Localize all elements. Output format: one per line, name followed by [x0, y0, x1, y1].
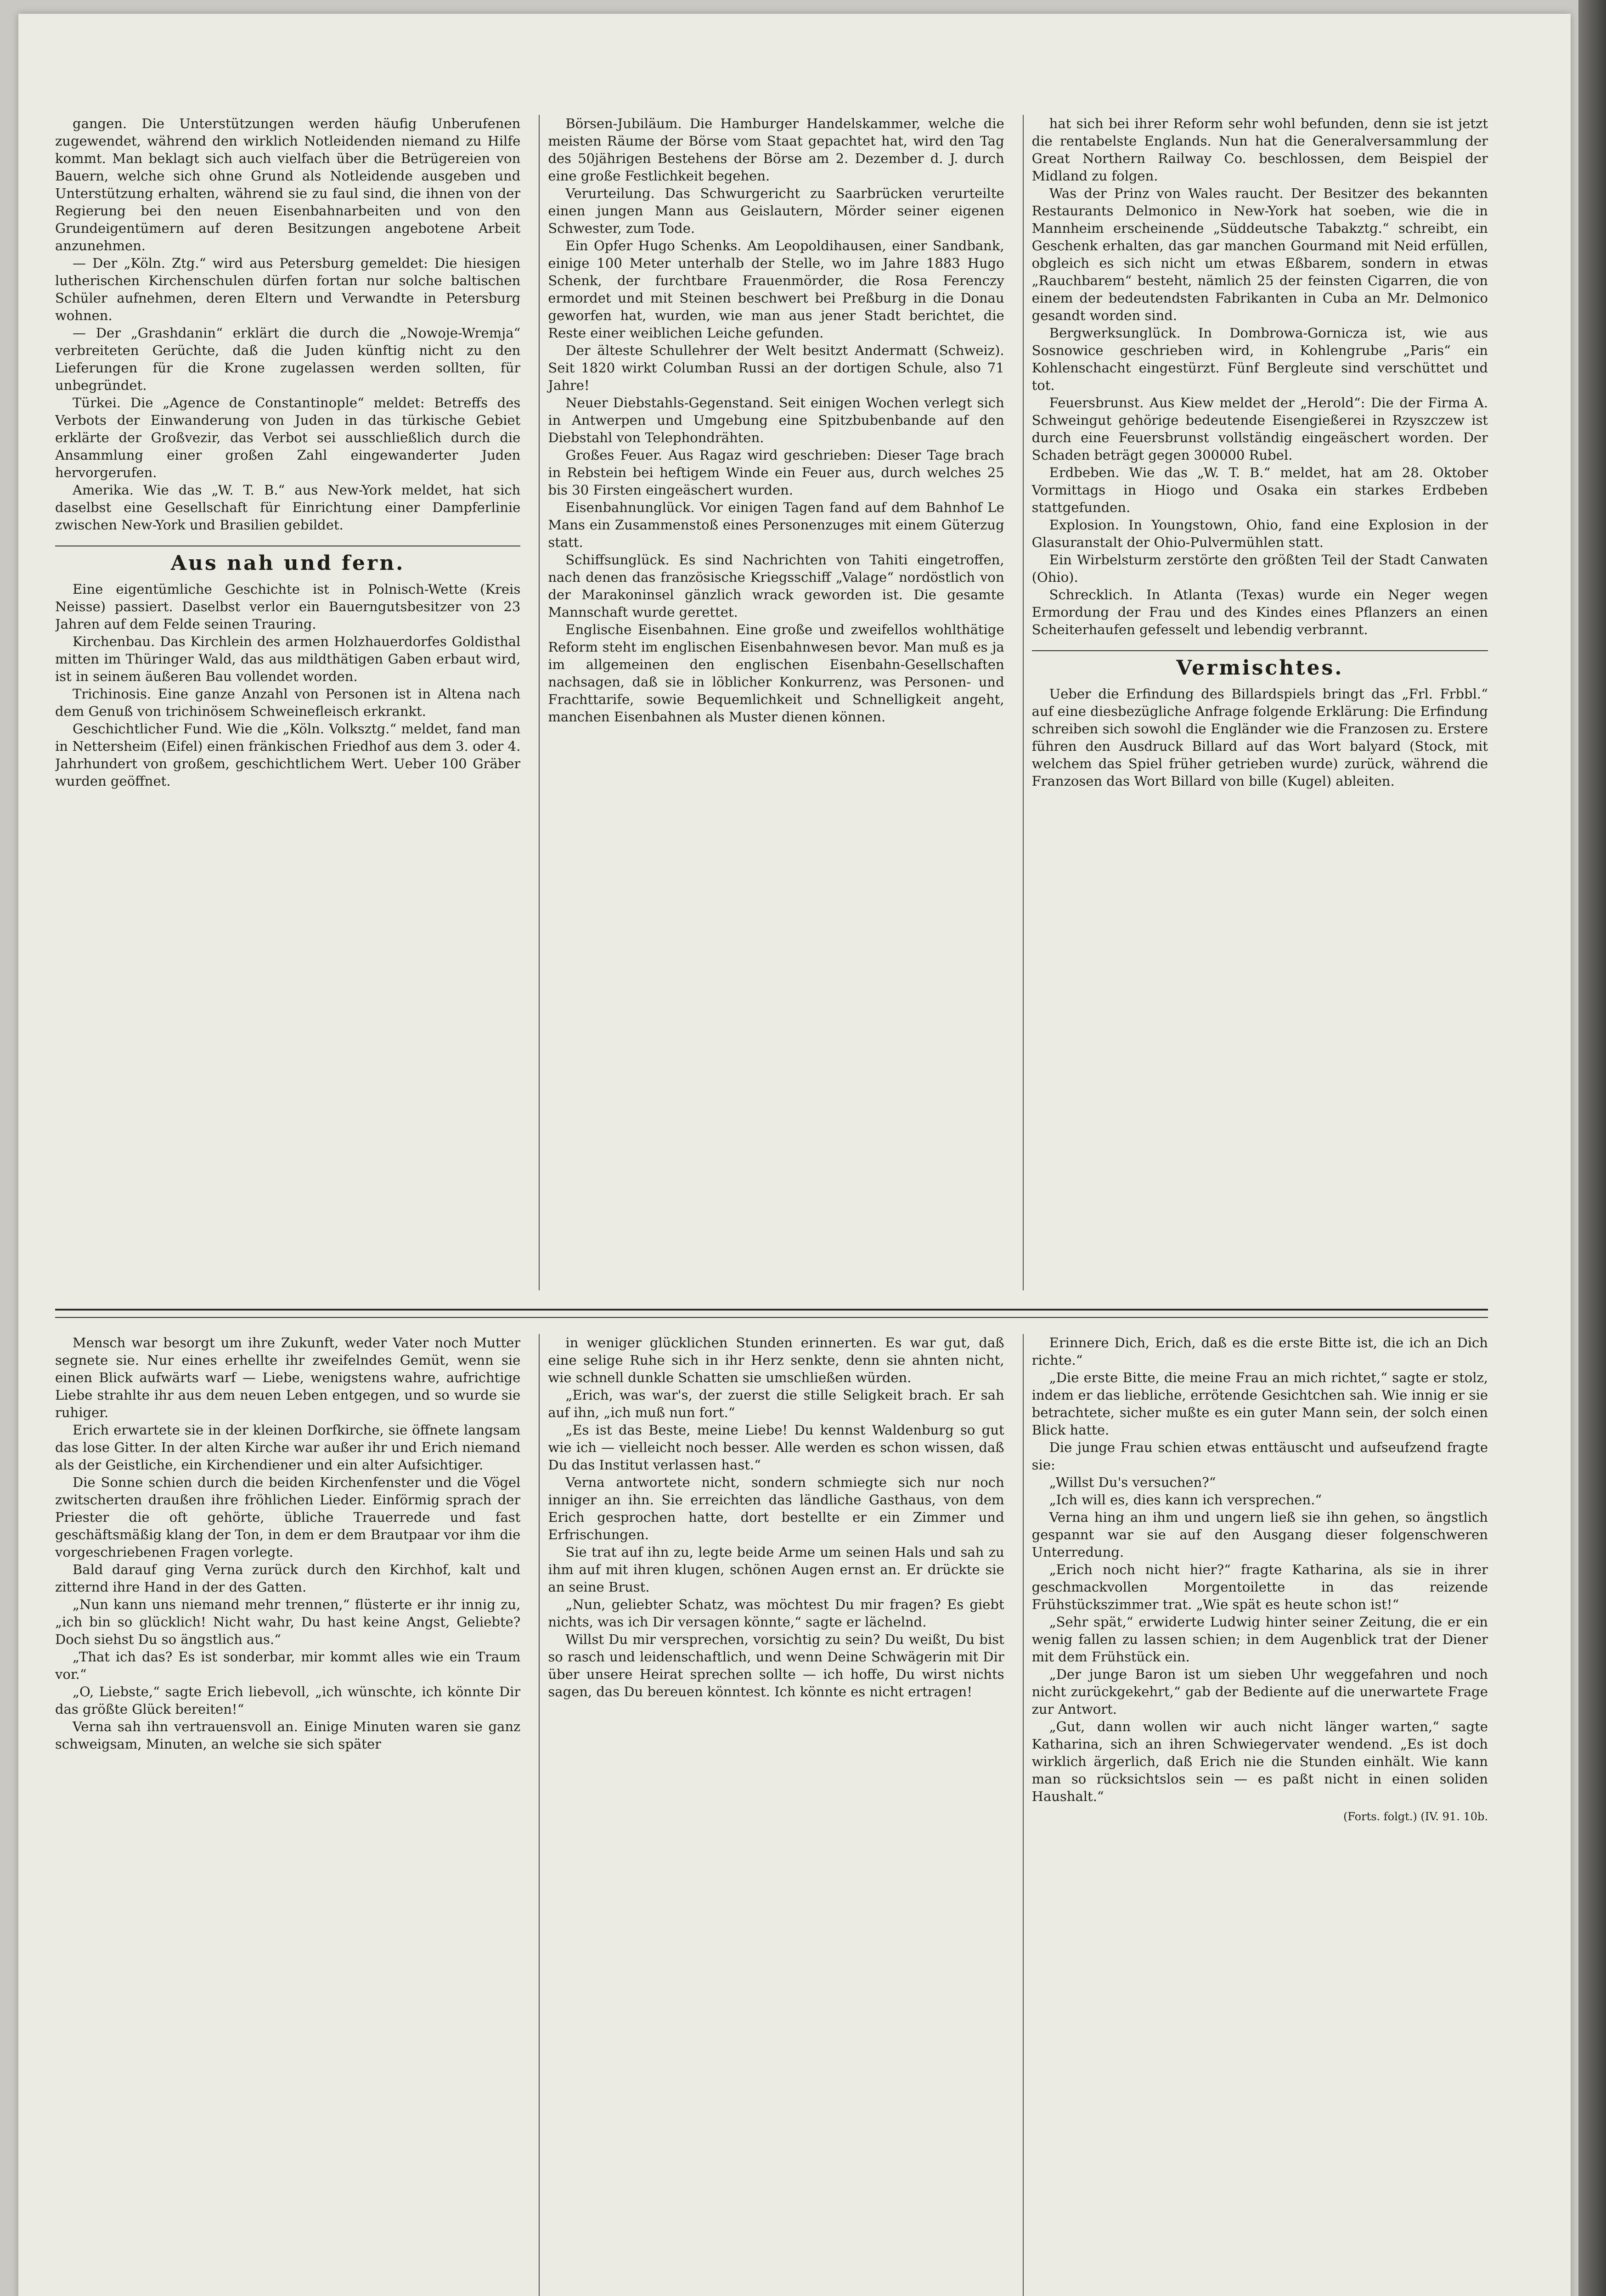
paragraph: „Die erste Bitte, die meine Frau an mich richtet,“ sagte er stolz, indem er das liebliche, errötende Gesichtchen sah. Wie innig er sie betrachtete, sicher mußte es ein guter Mann sein, der solch einen Blick hatte.	[1031, 1370, 1488, 1438]
paragraph: „Sehr spät,“ erwiderte Ludwig hinter seiner Zeitung, die er ein wenig fallen zu lassen schien; in dem Augenblick trat der Diener mit dem Frühstück ein.	[1031, 1614, 1488, 1665]
paragraph: „Nun kann uns niemand mehr trennen,“ flüsterte er ihr innig zu, „ich bin so glücklich! Nicht wahr, Du hast keine Angst, Geliebte? Doch siehst Du so ängstlich aus.“	[55, 1597, 521, 1647]
paragraph: Schiffsunglück. Es sind Nachrichten von Tahiti eingetroffen, nach denen das französische Kriegsschiff „Valage“ nordöstlich von der Marakoninsel gänzlich wrack geworden ist. Die gesamte Mannschaft wurde gerettet.	[548, 552, 1004, 620]
paragraph: Bald darauf ging Verna zurück durch den Kirchhof, kalt und zitternd ihre Hand in der des Gatten.	[55, 1562, 521, 1595]
paragraph: hat sich bei ihrer Reform sehr wohl befunden, denn sie ist jetzt die rentabelste Englands. Nun hat die Generalversammlung der Great Northern Railway Co. beschlossen, dem Beispiel der Midland zu folgen.	[1031, 116, 1488, 184]
paragraph: Englische Eisenbahnen. Eine große und zweifellos wohlthätige Reform steht im englischen Eisenbahnwesen bevor. Man muß es ja im allgemeinen den englischen Eisenbahn-Gesellschaften nachsagen, daß sie in löblicher Konkurrenz, was Personen- und Frachttarife, sowie Bequemlichkeit und Schnelligkeit angeht, manchen Eisenbahnen als Muster dienen können.	[548, 622, 1004, 725]
paragraph: Börsen-Jubiläum. Die Hamburger Handelskammer, welche die meisten Räume der Börse vom Staat gepachtet hat, wird den Tag des 50jährigen Bestehens der Börse am 2. Dezember d. J. durch eine große Festlichkeit begehen.	[548, 116, 1004, 184]
news-column-3	[1023, 115, 1488, 1290]
paragraph: „Ich will es, dies kann ich versprechen.“	[1049, 1492, 1322, 1508]
paragraph: Der älteste Schullehrer der Welt besitzt Andermatt (Schweiz). Seit 1820 wirkt Columban Russi an der dortigen Schule, also 71 Jahre!	[548, 343, 1004, 393]
paragraph: Verna antwortete nicht, sondern schmiegte sich nur noch inniger an ihn. Sie erreichten das ländliche Gasthaus, von dem Erich gesprochen hatte, dort bestellte er ein Zimmer und Erfrischungen.	[548, 1474, 1004, 1542]
paragraph: Trichinosis. Eine ganze Anzahl von Personen ist in Altena nach dem Genuß von trichinösem Schweinefleisch erkrankt.	[55, 686, 521, 719]
paragraph: Erinnere Dich, Erich, daß es die erste Bitte ist, die ich an Dich richte.“	[1031, 1335, 1488, 1368]
paragraph: „That ich das? Es ist sonderbar, mir kommt alles wie ein Traum vor.“	[55, 1649, 521, 1682]
news-column-1	[55, 115, 520, 1290]
continuation-note: (Forts. folgt.) (IV. 91. 10b.	[1343, 1810, 1488, 1823]
book-binding-edge	[1578, 0, 1606, 2296]
paragraph: Eisenbahnunglück. Vor einigen Tagen fand auf dem Bahnhof Le Mans ein Zusammenstoß eines Personenzuges mit einem Güterzug statt.	[548, 500, 1004, 550]
paragraph: Bergwerksunglück. In Dombrowa-Gornicza ist, wie aus Sosnowice geschrieben wird, in Kohlengrube „Paris“ ein Kohlenschacht eingestürzt. Fünf Bergleute sind verschüttet und tot.	[1031, 325, 1488, 393]
paragraph: Schrecklich. In Atlanta (Texas) wurde ein Neger wegen Ermordung der Frau und des Kindes eines Pflanzers an einen Scheiterhaufen gefesselt und lebendig verbrannt.	[1031, 587, 1488, 637]
paragraph: „O, Liebste,“ sagte Erich liebevoll, „ich wünschte, ich könnte Dir das größte Glück bereiten!“	[55, 1684, 521, 1717]
paragraph: „Es ist das Beste, meine Liebe! Du kennst Waldenburg so gut wie ich — vielleicht noch besser. Alle werden es schon wissen, daß Du das Institut verlassen hast.“	[548, 1422, 1004, 1473]
section-heading-vermischtes: Vermischtes.	[1032, 650, 1488, 677]
paragraph: „Erich, was war's, der zuerst die stille Seligkeit brach. Er sah auf ihn, „ich muß nun fort.“	[548, 1387, 1004, 1420]
paragraph: in weniger glücklichen Stunden erinnerten. Es war gut, daß eine selige Ruhe sich in ihr Herz senkte, denn sie ahnten nicht, wie schnell dunkle Schatten sie umschließen würden.	[548, 1335, 1004, 1385]
section-heading-aus-nah-und-fern: Aus nah und fern.	[55, 546, 520, 572]
paragraph: „Erich noch nicht hier?“ fragte Katharina, als sie in ihrer geschmackvollen Morgentoilette in das reizende Frühstückszimmer trat. „Wie spät es heute schon ist!“	[1031, 1562, 1488, 1612]
paragraph: Mensch war besorgt um ihre Zukunft, weder Vater noch Mutter segnete sie. Nur eines erhellte ihr zweifelndes Gemüt, wenn sie einen Blick aufwärts warf — Liebe, wenigstens wahre, aufrichtige Liebe strahlte ihr aus dem neuen Leben entgegen, und so wurde sie ruhiger.	[55, 1335, 521, 1420]
paragraph: Explosion. In Youngstown, Ohio, fand eine Explosion in der Glasuranstalt der Ohio-Pulvermühlen statt.	[1031, 517, 1488, 550]
paragraph: „Nun, geliebter Schatz, was möchtest Du mir fragen? Es giebt nichts, was ich Dir versagen könnte,“ sagte er lächelnd.	[548, 1597, 1004, 1630]
paragraph: Eine eigentümliche Geschichte ist in Polnisch-Wette (Kreis Neisse) passiert. Daselbst verlor ein Bauerngutsbesitzer von 23 Jahren auf dem Felde seinen Trauring.	[55, 581, 521, 632]
paragraph: gangen. Die Unterstützungen werden häufig Unberufenen zugewendet, während den wirklich Notleidenden niemand zu Hilfe kommt. Man beklagt sich auch vielfach über die Betrügereien von Bauern, welche sich ohne Grund als Notleidende ausgeben und Unterstützung erhalten, während sie zu faul sind, die ihnen von der Regierung bei den neuen Eisenbahnarbeiten und von den Grundeigentümern auf deren Besitzungen angebotene Arbeit anzunehmen.	[55, 116, 521, 253]
paragraph: Kirchenbau. Das Kirchlein des armen Holzhauerdorfes Goldisthal mitten im Thüringer Wald, das aus mildthätigen Gaben erbaut wird, ist in seinem äußeren Bau vollendet worden.	[55, 634, 521, 684]
story-column-2	[539, 1334, 1004, 2296]
paragraph: Sie trat auf ihn zu, legte beide Arme um seinen Hals und sah zu ihm auf mit ihren klugen, schönen Augen ernst an. Er drückte sie an seine Brust.	[548, 1544, 1004, 1595]
paragraph: „Willst Du's versuchen?“	[1049, 1474, 1216, 1490]
paragraph: Erich erwartete sie in der kleinen Dorfkirche, sie öffnete langsam das lose Gitter. In der alten Kirche war außer ihr und Erich niemand als der Geistliche, ein Kirchendiener und ein alter Aufsichtiger.	[55, 1422, 521, 1473]
paragraph: Neuer Diebstahls-Gegenstand. Seit einigen Wochen verlegt sich in Antwerpen und Umgebung eine Spitzbubenbande auf den Diebstahl von Telephondrähten.	[548, 395, 1004, 445]
paragraph: Verurteilung. Das Schwurgericht zu Saarbrücken verurteilte einen jungen Mann aus Geislautern, Mörder seiner eigenen Schwester, zum Tode.	[548, 186, 1004, 236]
paragraph: Die Sonne schien durch die beiden Kirchenfenster und die Vögel zwitscherten draußen ihre fröhlichen Lieder. Einförmig sprach der Priester die oft gehörte, übliche Trauerrede und fast geschäftsmäßig klang der Ton, in dem er dem Brautpaar vor ihm die vorgeschriebenen Fragen vorlegte.	[55, 1474, 521, 1560]
paragraph: Verna sah ihn vertrauensvoll an. Einige Minuten waren sie ganz schweigsam, Minuten, an welche sie sich später	[55, 1719, 521, 1752]
paragraph: Ueber die Erfindung des Billardspiels bringt das „Frl. Frbbl.“ auf eine diesbezügliche Anfrage folgende Erklärung: Die Erfindung schreiben sich sowohl die Engländer wie die Franzosen zu. Erstere führen den Ausdruck Billard auf das Wort balyard (Stock, mit welchem das Spiel früher getrieben wurde) zurück, während die Franzosen das Wort Billard von bille (Kugel) ableiten.	[1031, 686, 1488, 789]
paragraph: — Der „Köln. Ztg.“ wird aus Petersburg gemeldet: Die hiesigen lutherischen Kirchenschulen dürfen fortan nur solche baltischen Schüler aufnehmen, deren Eltern und Verwandte in Petersburg wohnen.	[55, 255, 521, 323]
paragraph: Die junge Frau schien etwas enttäuscht und aufseufzend fragte sie:	[1031, 1440, 1488, 1473]
story-column-1	[55, 1334, 520, 2296]
news-column-2	[539, 115, 1004, 1290]
paragraph: Großes Feuer. Aus Ragaz wird geschrieben: Dieser Tage brach in Rebstein bei heftigem Winde ein Feuer aus, durch welches 25 bis 30 Firsten eingeäschert wurden.	[548, 447, 1004, 498]
paragraph: „Gut, dann wollen wir auch nicht länger warten,“ sagte Katharina, sich an ihren Schwiegervater wendend. „Es ist doch wirklich ärgerlich, daß Erich nie die Stunden einhält. Wie kann man so rücksichtslos sein — es paßt nicht in einen soliden Haushalt.“	[1031, 1719, 1488, 1804]
paragraph: — Der „Grashdanin“ erklärt die durch die „Nowoje-Wremja“ verbreiteten Gerüchte, daß die Juden künftig nicht zu den Lieferungen für die Krone zugelassen werden sollten, für unbegründet.	[55, 325, 521, 393]
paragraph: Ein Opfer Hugo Schenks. Am Leopoldihausen, einer Sandbank, einige 100 Meter unterhalb der Stelle, wo im Jahre 1883 Hugo Schenk, der furchtbare Frauenmörder, die Rosa Ferenczy ermordet und mit Steinen beschwert bei Preßburg in die Donau geworfen hat, wurden, wie man aus jener Stadt berichtet, die Reste einer weiblichen Leiche gefunden.	[548, 238, 1004, 341]
paragraph: Feuersbrunst. Aus Kiew meldet der „Herold“: Die der Firma A. Schweingut gehörige bedeutende Eisengießerei in Rzyszczew ist durch eine Feuersbrunst vollständig eingeäschert worden. Der Schaden beträgt gegen 300000 Rubel.	[1031, 395, 1488, 463]
paragraph: Was der Prinz von Wales raucht. Der Besitzer des bekannten Restaurants Delmonico in New-York hat soeben, wie die in Mannheim erscheinende „Süddeutsche Tabakztg.“ schreibt, ein Geschenk erhalten, das gar manchen Gourmand mit Neid erfüllen, obgleich es sich nicht um etwas Eßbarem, sondern in etwas „Rauchbarem“ besteht, nämlich 25 der feinsten Cigarren, die von einem der bedeutendsten Fabrikanten in Cuba an Mr. Delmonico gesandt worden sind.	[1031, 186, 1488, 323]
paragraph: Geschichtlicher Fund. Wie die „Köln. Volksztg.“ meldet, fand man in Nettersheim (Eifel) einen fränkischen Friedhof aus dem 3. oder 4. Jahrhundert von großem, geschichtlichem Wert. Ueber 100 Gräber wurden geöffnet.	[55, 721, 521, 789]
paragraph: Willst Du mir versprechen, vorsichtig zu sein? Du weißt, Du bist so rasch und leidenschaftlich, und wenn Deine Schwägerin mit Dir über unsere Heirat sprechen sollte — ich hoffe, Du wirst nichts sagen, das Du bereuen könntest. Ich könnte es nicht ertragen!	[548, 1632, 1004, 1699]
feuilleton-section	[55, 1334, 1488, 2296]
paragraph: Ein Wirbelsturm zerstörte den größten Teil der Stadt Canwaten (Ohio).	[1031, 552, 1488, 585]
paragraph: Amerika. Wie das „W. T. B.“ aus New-York meldet, hat sich daselbst eine Gesellschaft für Einrichtung einer Dampferlinie zwischen New-York und Brasilien gebildet.	[55, 482, 521, 533]
paragraph: Erdbeben. Wie das „W. T. B.“ meldet, hat am 28. Oktober Vormittags in Hiogo und Osaka ein starkes Erdbeben stattgefunden.	[1031, 465, 1488, 515]
feuilleton-divider	[55, 1309, 1488, 1318]
paragraph: Verna hing an ihm und ungern ließ sie ihn gehen, so ängstlich gespannt war sie auf den Ausgang dieser folgenschweren Unterredung.	[1031, 1509, 1488, 1560]
paragraph: Türkei. Die „Agence de Constantinople“ meldet: Betreffs des Verbots der Einwanderung von Juden in das türkische Gebiet erklärte der Großvezir, das Verbot sei ausschließlich durch die Ansammlung einer großen Zahl eingewanderter Juden hervorgerufen.	[55, 395, 521, 480]
story-column-3	[1023, 1334, 1488, 2296]
paragraph: „Der junge Baron ist um sieben Uhr weggefahren und noch nicht zurückgekehrt,“ gab der Bediente auf die unerwartete Frage zur Antwort.	[1031, 1666, 1488, 1717]
news-section	[55, 115, 1488, 1290]
